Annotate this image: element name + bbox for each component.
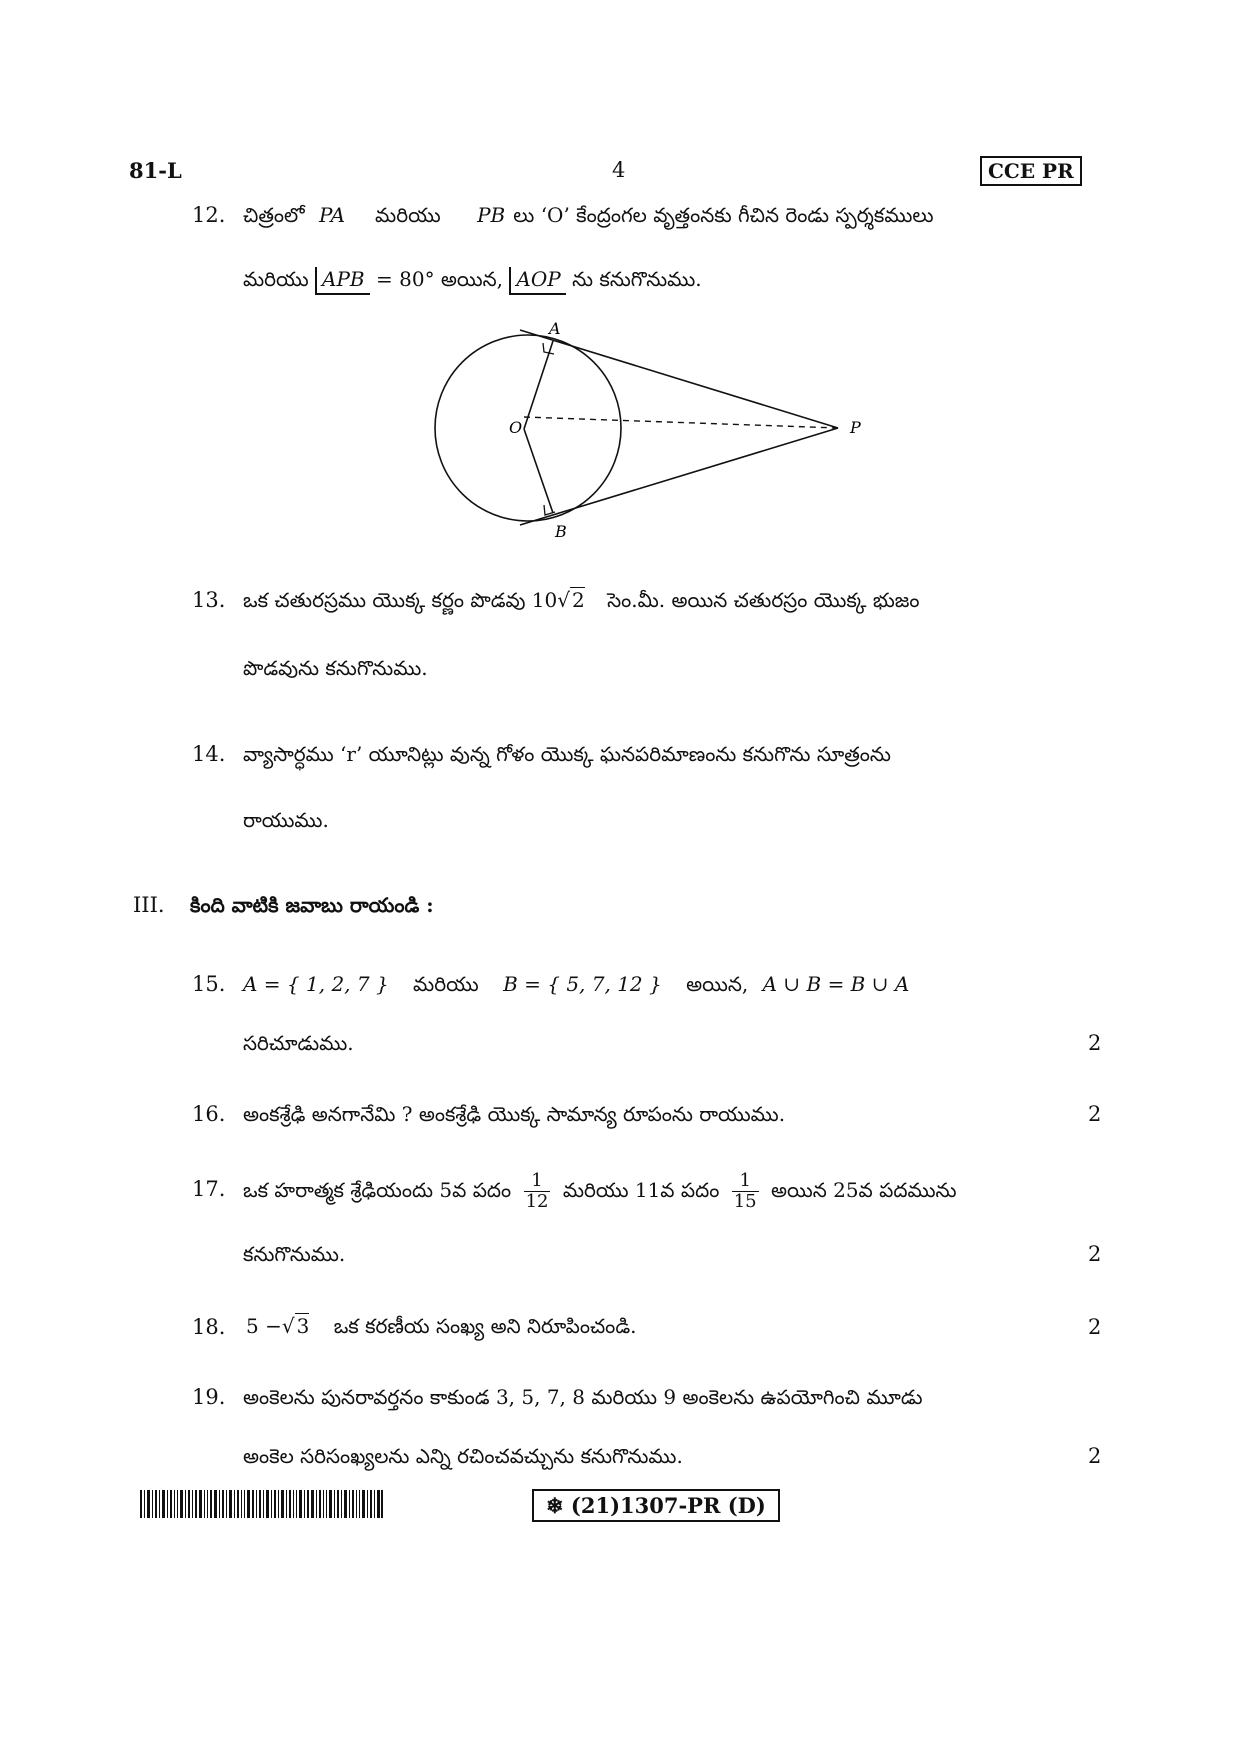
q15-line1: A = { 1, 2, 7 } మరియు B = { 5, 7, 12 } అయిన, A ∪ B = B ∪ A (243, 972, 910, 996)
q19-mark: 2 (1088, 1444, 1102, 1468)
label-o: O (509, 418, 523, 437)
q17-line2: కనుగొనుము. (243, 1242, 346, 1266)
q17-number: 17. (192, 1177, 226, 1201)
angle-aop: AOP (509, 267, 565, 295)
q13-line1: ఒక చతురస్రము యొక్క కర్ణం పొడవు 10√ 2 సెం.మీ. అయిన చతురస్రం యొక్క భుజం (243, 588, 920, 612)
q18-line1: 5 −√ 3 ఒక కరణీయ సంఖ్య అని నిరూపించండి. (246, 1314, 637, 1338)
q14-number: 14. (192, 742, 226, 766)
angle-apb: APB (315, 267, 370, 295)
paper-code: 81-L (129, 158, 182, 183)
q16-number: 16. (192, 1102, 226, 1126)
q12-number: 12. (192, 203, 226, 227)
q16-mark: 2 (1088, 1102, 1102, 1126)
radius-oa (524, 341, 553, 429)
snowflake-icon: ❄ (546, 1493, 564, 1518)
q15-number: 15. (192, 972, 226, 996)
right-angle-b (544, 505, 555, 515)
tangent-pb (520, 428, 838, 525)
q15-line2: సరిచూడుము. (243, 1031, 354, 1055)
tangent-figure (420, 315, 880, 545)
tangent-pa (520, 330, 838, 428)
q19-number: 19. (192, 1385, 226, 1409)
footer-code-box (532, 1489, 780, 1522)
q19-line1: అంకెలను పునరావర్తనం కాకుండ 3, 5, 7, 8 మరియు 9 అంకెలను ఉపయోగించి మూడు (243, 1385, 923, 1409)
q14-line1: వ్యాసార్ధము ‘r’ యూనిట్లు వున్న గోళం యొక్క ఘనపరిమాణంను కనుగొను సూత్రంను (243, 742, 891, 766)
fraction-1-15: $\frac{1}{15}$ (733, 1170, 757, 1212)
q17-mark: 2 (1088, 1242, 1102, 1266)
radius-ob (524, 429, 553, 513)
fraction-1-12: $\frac{1}{12}$ (525, 1170, 549, 1212)
barcode (140, 1490, 383, 1518)
section-title: కింది వాటికి జవాబు రాయండి : (190, 893, 434, 917)
section-number: III. (133, 893, 165, 917)
q14-line2: రాయుము. (243, 808, 329, 832)
q16-line1: అంకశ్రేఢి అనగానేమి ? అంకశ్రేఢి యొక్క సామాన్య రూపంను రాయుము. (243, 1102, 786, 1126)
q18-mark: 2 (1088, 1315, 1102, 1339)
q17-line1: ఒక హరాత్మక శ్రేఢియందు 5వ పదం $\frac{1}{12}$ మరియు 11వ పదం $\frac{1}{15}$ అయిన 25వ పదమును (243, 1170, 957, 1212)
circle (435, 335, 621, 521)
q18-number: 18. (192, 1315, 226, 1339)
label-b: B (555, 522, 567, 541)
series-box: CCE PR (980, 156, 1082, 186)
footer-code: (21)1307-PR (D) (570, 1493, 766, 1518)
q12-line2: మరియు APB = 80° అయిన, AOP ను కనుగొనుము. (243, 266, 702, 292)
label-a: A (549, 319, 561, 338)
q15-mark: 2 (1088, 1031, 1102, 1055)
page-number: 4 (612, 158, 626, 182)
q13-line2: పొడవును కనుగొనుము. (243, 656, 428, 680)
q13-number: 13. (192, 588, 226, 612)
label-p: P (850, 418, 861, 437)
q12-line1: చిత్రంలో PA మరియు PB లు ‘O’ కేంద్రంగల వృత్తంనకు గీచిన రెండు స్పర్శకములు (243, 203, 934, 227)
line-op (524, 417, 838, 428)
q19-line2: అంకెల సరిసంఖ్యలను ఎన్ని రచించవచ్చును కనుగొనుము. (243, 1444, 683, 1468)
